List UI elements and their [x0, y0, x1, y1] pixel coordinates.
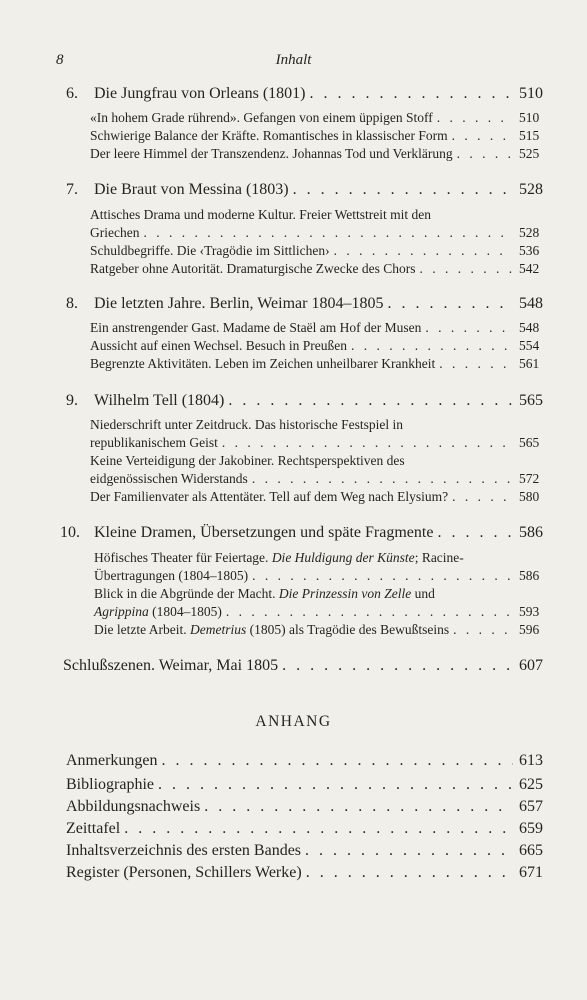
section-page: 510: [519, 110, 540, 125]
toc-chapter-9[interactable]: [66, 392, 553, 410]
toc-appendix-entry[interactable]: [66, 752, 553, 770]
section-title: Der leere Himmel der Transzendenz. Johannas Tod und Verklärung: [90, 146, 453, 161]
appendix-entry-page: 657: [519, 798, 543, 815]
dot-leader: [204, 798, 513, 816]
chapter-page: 548: [519, 295, 543, 312]
section-title: Ratgeber ohne Autorität. Dramaturgische Zwecke des Chors: [90, 261, 416, 276]
dot-leader: [293, 181, 513, 199]
toc-section-line1: [94, 550, 553, 566]
toc-appendix-entry[interactable]: [66, 820, 553, 838]
section-page: 515: [519, 128, 540, 143]
section-title: Begrenzte Aktivitäten. Leben im Zeichen unheilbarer Krankheit: [90, 356, 436, 371]
toc-appendix-entry[interactable]: [66, 842, 553, 860]
toc-closing[interactable]: [63, 657, 553, 675]
section-page: 596: [519, 622, 540, 637]
dot-leader: [124, 820, 513, 838]
toc-section[interactable]: [90, 356, 553, 372]
appendix-entry-title: Zeittafel: [66, 820, 121, 837]
section-title: Schwierige Balance der Kräfte. Romantisches in klassischer Form: [90, 128, 448, 143]
appendix-entry-page: 665: [519, 842, 543, 859]
page-number: 8: [56, 52, 64, 68]
appendix-entry-title: Inhaltsverzeichnis des ersten Bandes: [66, 842, 302, 859]
toc-section-line1: [90, 207, 553, 223]
toc-section[interactable]: [90, 110, 553, 126]
chapter-title: Die Jungfrau von Orleans (1801): [94, 85, 306, 102]
section-title: Ein anstrengender Gast. Madame de Staël am Hof der Musen: [90, 320, 422, 335]
dot-leader: [437, 524, 513, 542]
section-page: 528: [519, 225, 540, 240]
toc-appendix-entry[interactable]: [66, 776, 553, 794]
section-page: 548: [519, 320, 540, 335]
dot-leader: [452, 489, 513, 505]
chapter-number: 7.: [66, 181, 78, 198]
chapter-number: 9.: [66, 392, 78, 409]
toc-section[interactable]: [94, 568, 553, 584]
work-title: Die Prinzessin von Zelle: [278, 586, 412, 601]
dot-leader: [457, 146, 513, 162]
dot-leader: [452, 128, 513, 144]
toc-section[interactable]: [94, 622, 553, 638]
dot-leader: [158, 776, 513, 794]
dot-leader: [387, 295, 513, 313]
section-page: 525: [519, 146, 540, 161]
toc-appendix-entry[interactable]: [66, 864, 553, 882]
section-title-line1: Keine Verteidigung der Jakobiner. Rechtsperspektiven des: [90, 453, 405, 468]
toc-section[interactable]: [90, 320, 553, 336]
dot-leader: [437, 110, 513, 126]
section-title: republikanischem Geist: [90, 435, 218, 450]
chapter-title: Die Braut von Messina (1803): [94, 181, 289, 198]
section-title: Die letzte Arbeit. Demetrius (1805) als Tragödie des Bewußtseins: [94, 622, 450, 637]
chapter-number: 10.: [60, 524, 80, 541]
running-title: Inhalt: [275, 52, 312, 68]
toc-chapter-10[interactable]: [60, 524, 553, 542]
dot-leader: [226, 604, 513, 620]
dot-leader: [351, 338, 513, 354]
chapter-number: 8.: [66, 295, 78, 312]
dot-leader: [252, 471, 513, 487]
appendix-entry-page: 671: [519, 864, 543, 881]
appendix-heading: ANHANG: [255, 713, 332, 730]
toc-chapter-6[interactable]: [66, 85, 553, 103]
section-title-line1: Höfisches Theater für Feiertage. Die Huldigung der Künste; Racine-: [94, 550, 464, 565]
page-header: [0, 52, 587, 74]
dot-leader: [439, 356, 513, 372]
toc-section-line1: [90, 453, 553, 469]
toc-section[interactable]: [94, 604, 553, 620]
appendix-entry-page: 659: [519, 820, 543, 837]
section-title: Schuldbegriffe. Die ‹Tragödie im Sittlichen›: [90, 243, 330, 258]
chapter-title: Wilhelm Tell (1804): [94, 392, 225, 409]
chapter-number: 6.: [66, 85, 78, 102]
appendix-entry-page: 613: [519, 752, 543, 769]
section-title: Aussicht auf einen Wechsel. Besuch in Preußen: [90, 338, 347, 353]
toc-section-line1: [90, 417, 553, 433]
toc-section[interactable]: [90, 146, 553, 162]
appendix-entry-title: Register (Personen, Schillers Werke): [66, 864, 302, 881]
appendix-entry-title: Bibliographie: [66, 776, 154, 793]
toc-appendix-entry[interactable]: [66, 798, 553, 816]
closing-page: 607: [519, 657, 543, 674]
section-title-line1: Blick in die Abgründe der Macht. Die Prinzessin von Zelle und: [94, 586, 435, 601]
section-title: Griechen: [90, 225, 140, 240]
toc-section[interactable]: [90, 471, 553, 487]
chapter-page: 528: [519, 181, 543, 198]
chapter-title: Kleine Dramen, Übersetzungen und späte Fragmente: [94, 524, 434, 541]
section-page: 561: [519, 356, 540, 371]
section-page: 580: [519, 489, 540, 504]
toc-section[interactable]: [90, 338, 553, 354]
section-page: 586: [519, 568, 540, 583]
section-title-line1: Niederschrift unter Zeitdruck. Das historische Festspiel in: [90, 417, 404, 432]
dot-leader: [453, 622, 513, 638]
section-title: «In hohem Grade rührend». Gefangen von einem üppigen Stoff: [90, 110, 433, 125]
toc-section[interactable]: [90, 435, 553, 451]
dot-leader: [305, 842, 513, 860]
dot-leader: [162, 752, 513, 770]
toc-chapter-8[interactable]: [66, 295, 553, 313]
chapter-page: 565: [519, 392, 543, 409]
dot-leader: [306, 864, 513, 882]
toc-chapter-7[interactable]: [66, 181, 553, 199]
toc-section[interactable]: [90, 128, 553, 144]
toc-section[interactable]: [90, 489, 553, 505]
appendix-entry-title: Anmerkungen: [66, 752, 158, 769]
section-page: 554: [519, 338, 540, 353]
work-title: Demetrius: [189, 622, 247, 637]
work-title: Die Huldigung der Künste: [271, 550, 415, 565]
dot-leader: [334, 243, 513, 259]
work-title: Agrippina: [94, 604, 149, 619]
toc-section-line1: [94, 586, 553, 602]
section-title: Übertragungen (1804–1805): [94, 568, 249, 583]
dot-leader: [222, 435, 513, 451]
appendix-entry-title: Abbildungsnachweis: [66, 798, 201, 815]
section-title: Der Familienvater als Attentäter. Tell auf dem Weg nach Elysium?: [90, 489, 449, 504]
section-page: 536: [519, 243, 540, 258]
dot-leader: [252, 568, 513, 584]
toc-section[interactable]: [90, 261, 553, 277]
section-title: Agrippina (1804–1805): [94, 604, 222, 619]
closing-title: Schlußszenen. Weimar, Mai 1805: [63, 657, 279, 674]
dot-leader: [228, 392, 513, 410]
dot-leader: [143, 225, 513, 241]
dot-leader: [310, 85, 514, 103]
section-title-line1: Attisches Drama und moderne Kultur. Freier Wettstreit mit den: [90, 207, 431, 222]
appendix-entry-page: 625: [519, 776, 543, 793]
chapter-title: Die letzten Jahre. Berlin, Weimar 1804–1805: [94, 295, 384, 312]
section-title: eidgenössischen Widerstands: [90, 471, 248, 486]
dot-leader: [425, 320, 513, 336]
section-page: 565: [519, 435, 540, 450]
section-page: 572: [519, 471, 540, 486]
section-page: 593: [519, 604, 540, 619]
dot-leader: [282, 657, 513, 675]
toc-section[interactable]: [90, 243, 553, 259]
section-page: 542: [519, 261, 540, 276]
chapter-page: 510: [519, 85, 543, 102]
dot-leader: [420, 261, 513, 277]
chapter-page: 586: [519, 524, 543, 541]
toc-section[interactable]: [90, 225, 553, 241]
